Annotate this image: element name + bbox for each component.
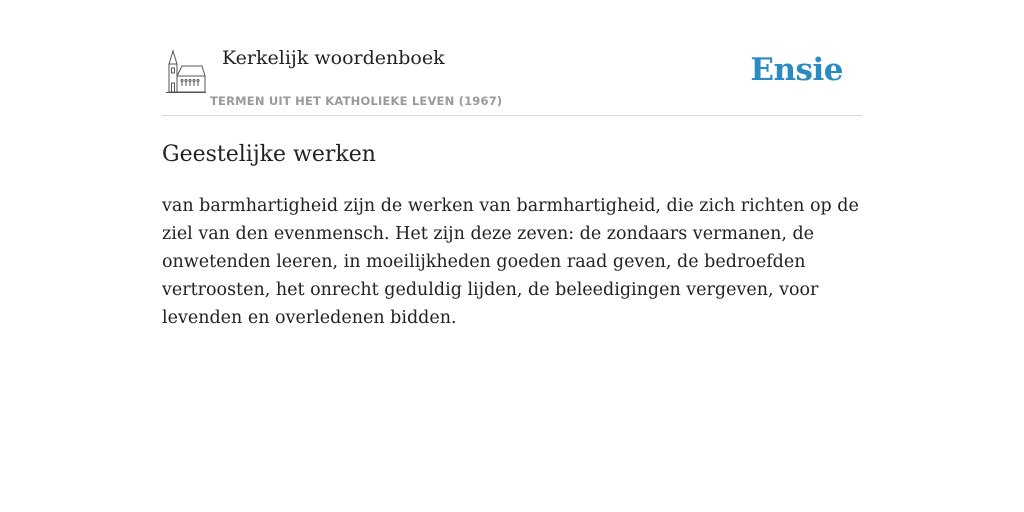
dictionary-title[interactable]: Kerkelijk woordenboek <box>222 47 445 69</box>
dictionary-subtitle: TERMEN UIT HET KATHOLIEKE LEVEN (1967) <box>210 94 503 108</box>
entry-title: Geestelijke werken <box>162 142 376 167</box>
ensie-logo-link[interactable]: Ensie <box>750 52 843 88</box>
church-icon[interactable] <box>166 50 206 94</box>
entry-definition: van barmhartigheid zijn de werken van barmhartigheid, die zich richten op de ziel van den evenmensch. Het zijn deze zeven: de zondaars vermanen, de onwetenden leeren, in moeilijkheden goeden raad geven, de bedroefden vertroosten, het onrecht geduldig lijden, de beleedigingen vergeven, voor levenden en overledenen bidden. <box>162 196 859 328</box>
dictionary-header <box>162 40 862 116</box>
